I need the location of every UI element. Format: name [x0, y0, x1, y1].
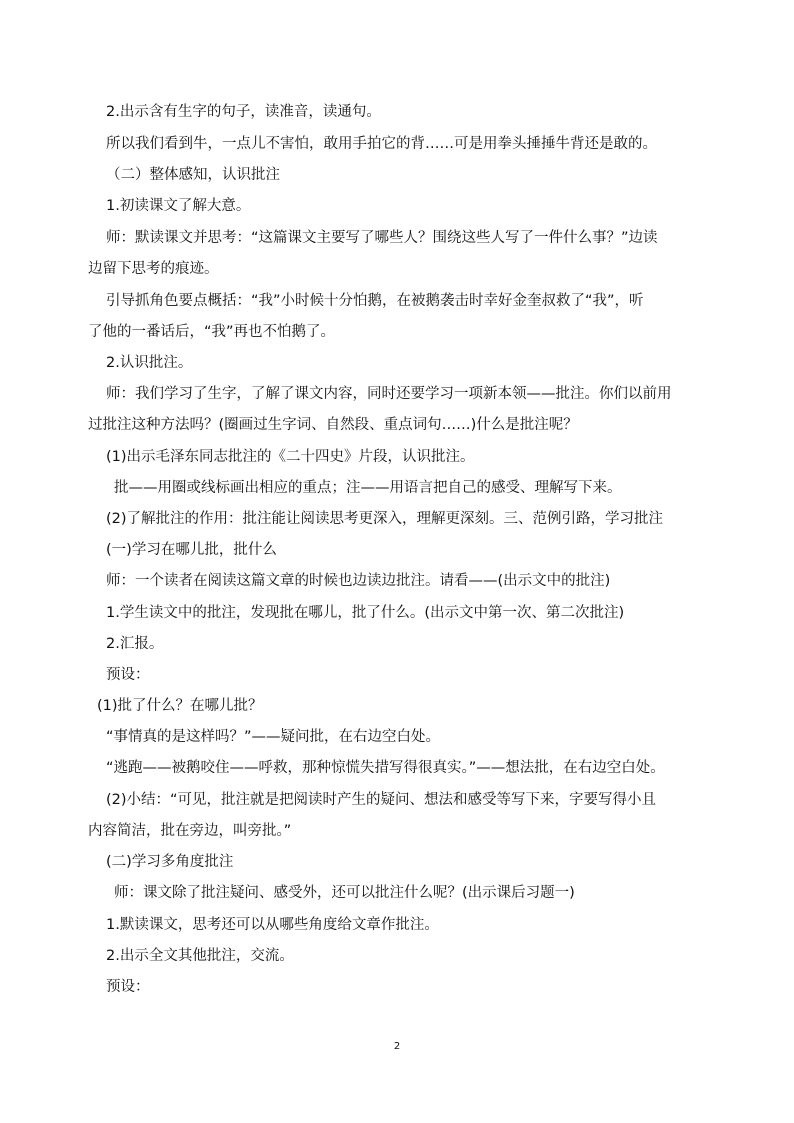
text-line: 1.默读课文，思考还可以从哪些角度给文章作批注。 [106, 917, 439, 933]
text-line: “事情真的是这样吗？”——疑问批，在右边空白处。 [106, 729, 441, 745]
text-line: “逃跑——被鹅咬住——呼救，那种惊慌失措写得很真实。”——想法批，在右边空白处。 [106, 760, 665, 776]
text-line: (2)了解批注的作用：批注能让阅读思考更深入，理解更深刻。三、范例引路，学习批注 [106, 511, 664, 527]
text-line: 引导抓角色要点概括：“我”小时候十分怕鹅，在被鹅袭击时幸好金奎叔救了“我”，听 [106, 293, 644, 309]
text-line: 预设： [106, 667, 150, 683]
section-heading: (一)学习在哪儿批，批什么 [106, 542, 277, 558]
text-line: (2)小结：“可见，批注就是把阅读时产生的疑问、想法和感受等写下来，字要写得小且 [106, 792, 657, 808]
text-line: 师：一个读者在阅读这篇文章的时候也边读边批注。请看——(出示文中的批注) [106, 573, 611, 589]
section-heading: (二)学习多角度批注 [106, 854, 234, 870]
text-line: 边留下思考的痕迹。 [88, 261, 219, 277]
text-line: 预设： [106, 979, 150, 995]
text-line: 2.认识批注。 [106, 355, 193, 371]
text-line: 所以我们看到牛，一点儿不害怕，敢用手拍它的背……可是用拳头捶捶牛背还是敢的。 [106, 136, 657, 152]
section-heading: （二）整体感知，认识批注 [106, 167, 280, 183]
text-line: 2.出示含有生字的句子，读准音，读通句。 [106, 104, 381, 120]
text-line: (1)出示毛泽东同志批注的《二十四史》片段，认识批注。 [106, 449, 475, 465]
text-line: (1)批了什么？在哪儿批？ [97, 698, 263, 714]
page-number: 2 [393, 1041, 401, 1052]
text-line: 师：我们学习了生字，了解了课文内容，同时还要学习一项新本领——批注。你们以前用 [106, 386, 672, 402]
text-line: 内容简洁，批在旁边，叫旁批。” [88, 823, 292, 839]
text-line: 2.出示全文其他批注，交流。 [106, 948, 294, 964]
text-line: 2.汇报。 [106, 636, 164, 652]
text-line: 了他的一番话后，“我”再也不怕鹅了。 [88, 324, 336, 340]
text-line: 1.初读课文了解大意。 [106, 198, 251, 214]
text-line: 师：默读课文并思考：“这篇课文主要写了哪些人？围绕这些人写了一件什么事？”边读 [106, 230, 658, 246]
text-line: 过批注这种方法吗？(圈画过生字词、自然段、重点词句……)什么是批注呢？ [88, 417, 578, 433]
text-line: 师：课文除了批注疑问、感受外，还可以批注什么呢？(出示课后习题一) [114, 885, 575, 901]
text-line: 批——用圈或线标画出相应的重点；注——用语言把自己的感受、理解写下来。 [114, 480, 622, 496]
text-line: 1.学生读文中的批注，发现批在哪儿，批了什么。(出示文中第一次、第二次批注) [106, 605, 625, 621]
